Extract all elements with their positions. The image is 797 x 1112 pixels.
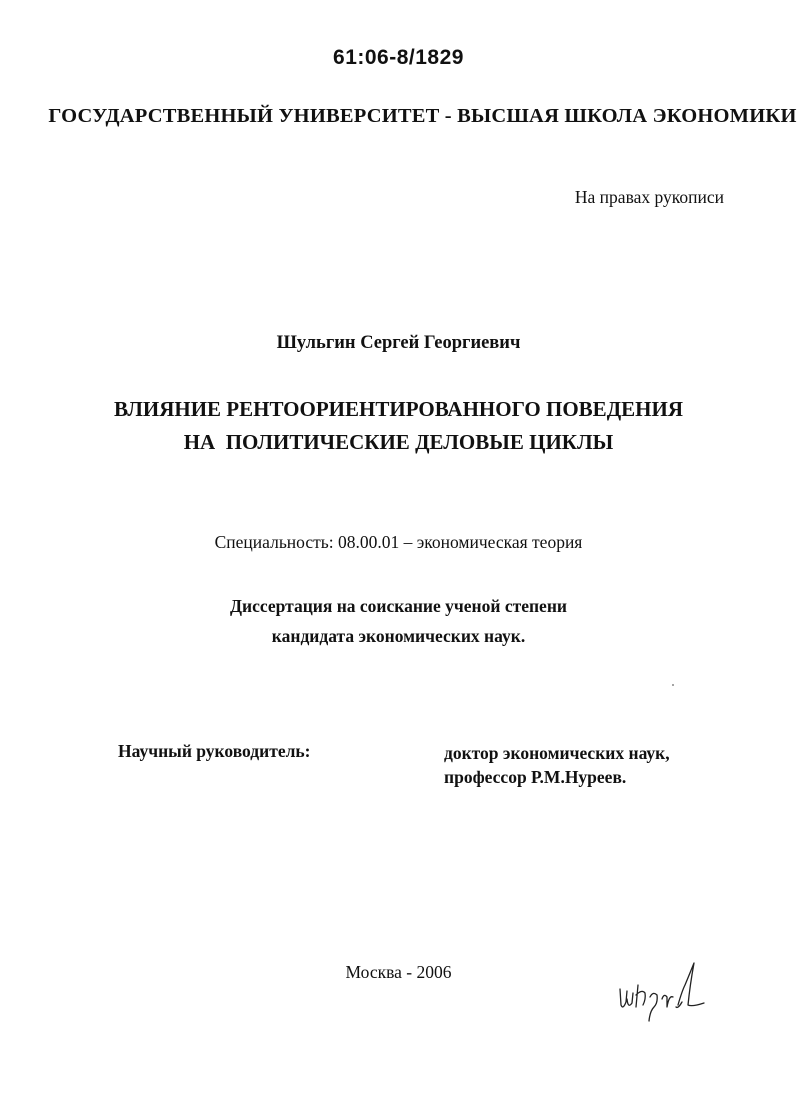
university-name: ГОСУДАРСТВЕННЫЙ УНИВЕРСИТЕТ - ВЫСШАЯ ШКОЛА ЭКОНОМИКИ [48,105,797,127]
handwritten-signature-icon [612,955,707,1025]
supervisor-line: профессор Р.М.Нуреев. [444,767,627,787]
title-line: НА ПОЛИТИЧЕСКИЕ ДЕЛОВЫЕ ЦИКЛЫ [183,430,614,454]
city-year: Москва - 2006 [345,962,452,982]
manuscript-rights-note: На правах рукописи [574,187,724,207]
catalog-code: 61:06-8/1829 [333,46,464,69]
scan-speck [672,684,674,686]
degree-line: кандидата экономических наук. [271,626,526,646]
title-line: ВЛИЯНИЕ РЕНТООРИЕНТИРОВАННОГО ПОВЕДЕНИЯ [114,397,683,421]
supervisor-details [444,741,670,789]
author-name: Шульгин Сергей Георгиевич [276,333,521,353]
speciality: Специальность: 08.00.01 – экономическая теория [214,532,583,552]
dissertation-title [0,393,797,459]
supervisor-line: доктор экономических наук, [444,743,670,763]
degree-statement [0,591,797,651]
supervisor-label: Научный руководитель: [118,741,311,761]
degree-line: Диссертация на соискание ученой степени [230,596,567,616]
